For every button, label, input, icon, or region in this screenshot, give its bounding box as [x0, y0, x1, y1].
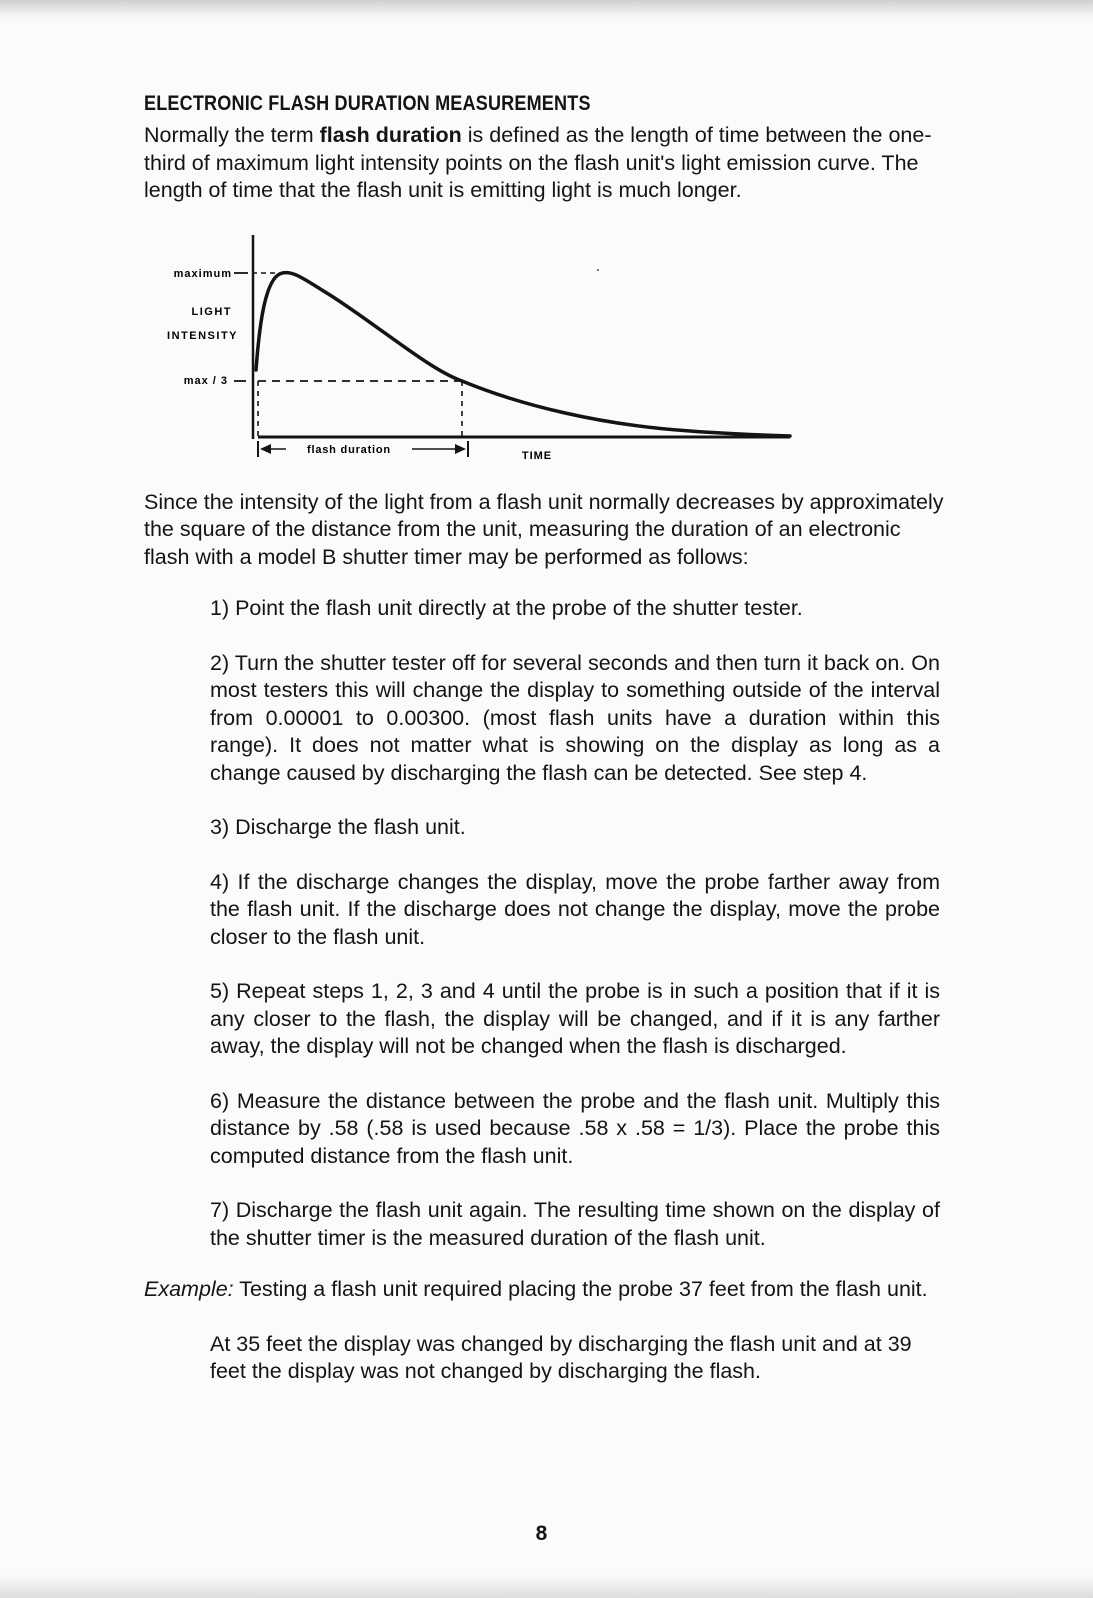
example-paragraph: [144, 1276, 944, 1304]
label-intensity: INTENSITY: [167, 329, 238, 342]
intro-text-end: is defined as the length of time between the one-third of maximum light intensity points on the flash unit's light emission curve. The length of time that the flash unit is emitting light is much longer.: [144, 123, 932, 202]
example-label: Example:: [144, 1277, 234, 1301]
step-4: 4) If the discharge changes the display, move the probe farther away from the flash unit. If the discharge does not change the display, move the probe closer to the flash unit.: [210, 869, 940, 949]
emission-curve-diagram: [0, 235, 1093, 465]
emission-curve: [256, 272, 790, 435]
flash-emission-curve-figure: [144, 235, 944, 465]
example-text: Testing a flash unit required placing the probe 37 feet from the flash unit.: [233, 1277, 928, 1301]
intro-term-flash-duration: flash duration: [319, 123, 462, 147]
step-5: 5) Repeat steps 1, 2, 3 and 4 until the probe is in such a position that if it is any closer to the flash, the display will be changed, and if it is any farther away, the display will not be changed when the flash is discharged.: [210, 979, 940, 1058]
step-7: 7) Discharge the flash unit again. The resulting time shown on the display of the shutter timer is the measured duration of the flash unit.: [210, 1198, 940, 1250]
step-1: 1) Point the flash unit directly at the probe of the shutter tester.: [210, 596, 803, 620]
step-2: 2) Turn the shutter tester off for several seconds and then turn it back on. On most testers this will change the display to something outside of the interval from 0.00001 to 0.00300. (most flash units have a duration within this range). It does not matter what is showing on the display as long as a change caused by discharging the flash can be detected. See step 4.: [210, 650, 940, 785]
intro-paragraph: [144, 122, 944, 205]
page-number: 8: [535, 1522, 548, 1545]
scan-speck: [597, 269, 599, 271]
procedure-steps: [210, 595, 940, 1252]
example-note: At 35 feet the display was changed by discharging the flash unit and at 39 feet the display was not changed by discharging the flash.: [210, 1331, 912, 1383]
step-6: 6) Measure the distance between the probe and the flash unit. Multiply this distance by .58 (.58 is used because .58 x .58 = 1/3). Place the probe this computed distance from the flash unit.: [210, 1088, 940, 1168]
scan-edge-top: [0, 0, 1093, 24]
label-maximum: maximum: [173, 267, 232, 280]
label-light: LIGHT: [191, 305, 232, 318]
intro-text-start: Normally the term: [144, 123, 320, 147]
label-time: TIME: [521, 449, 553, 462]
scan-edge-bottom: [0, 1574, 1093, 1598]
duration-arrow-left-head: [260, 444, 271, 454]
label-flash-duration: flash duration: [307, 443, 391, 456]
step-3: 3) Discharge the flash unit.: [210, 815, 466, 839]
duration-arrow-right-head: [455, 444, 466, 454]
method-paragraph: Since the intensity of the light from a flash unit normally decreases by approximately the square of the distance from the unit, measuring the duration of an electronic flash with a model B shutter timer may be performed as follows:: [144, 489, 944, 569]
page-heading: ELECTRONIC FLASH DURATION MEASUREMENTS: [144, 92, 591, 115]
label-max-third: max / 3: [183, 374, 228, 387]
page-content: [144, 92, 944, 1386]
